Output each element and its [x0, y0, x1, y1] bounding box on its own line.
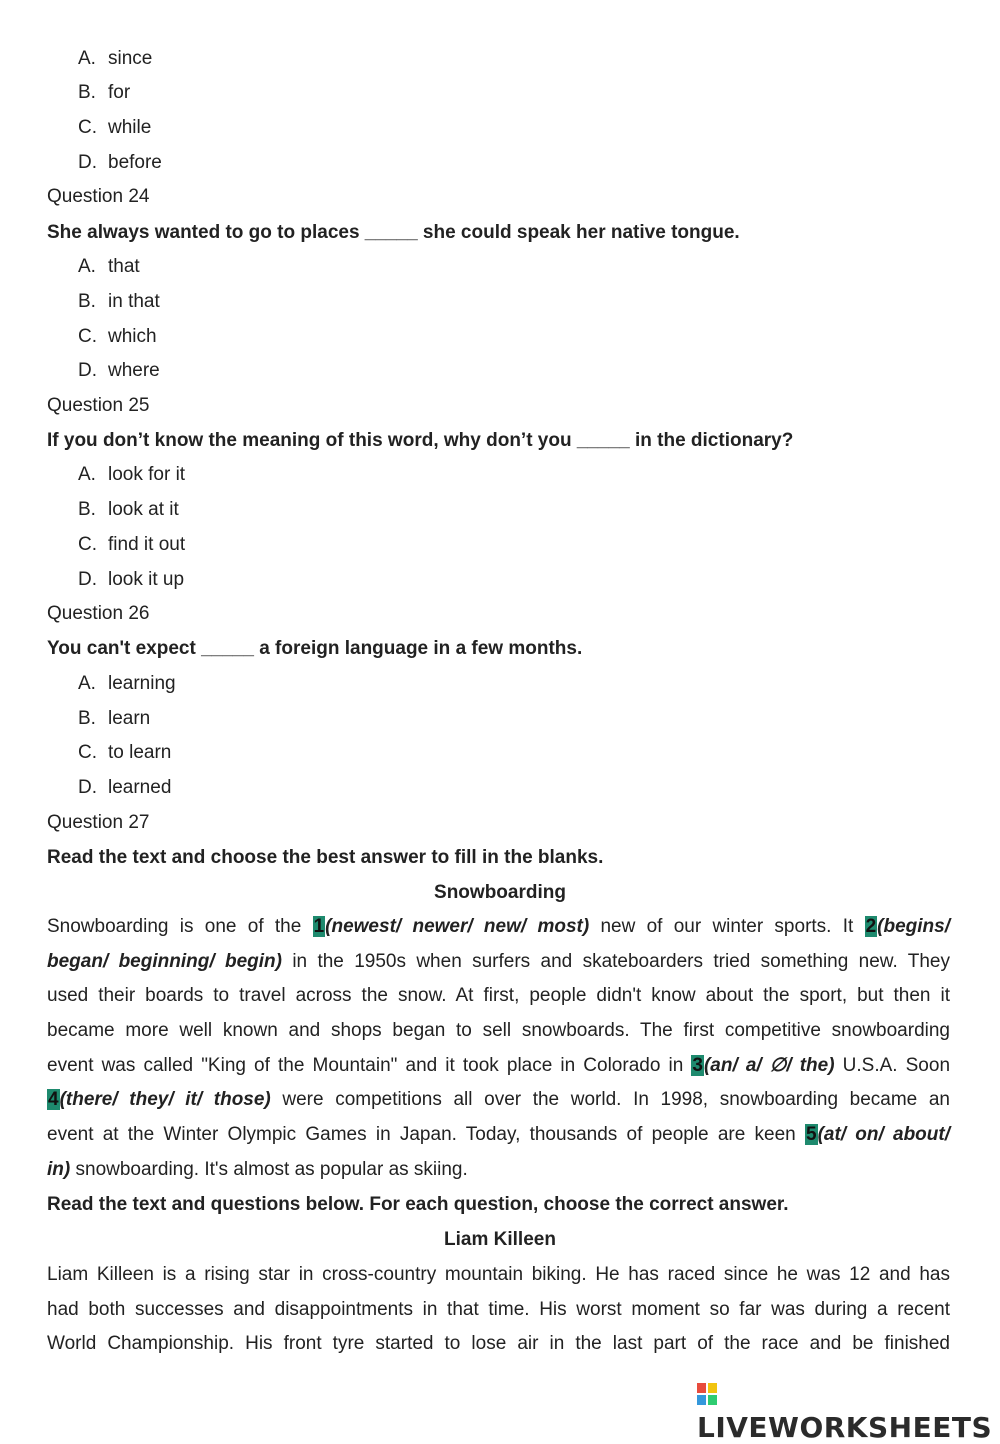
q26-option-b[interactable]: B. learn	[78, 708, 151, 729]
snowboarding-title: Snowboarding	[434, 882, 566, 903]
q23-option-a[interactable]: A. since	[78, 48, 153, 69]
q26-option-d[interactable]: D. learned	[78, 777, 172, 798]
passage-row: 4(there/ they/ it/ those) were competitions all over the world. In 1998, snowboarding became an	[48, 1089, 950, 1111]
q23-option-c[interactable]: C. while	[78, 117, 152, 138]
passage-row: became more well known and shops began to sell snowboards. The first competitive snowboarding	[47, 1020, 950, 1042]
blank-3-choices[interactable]: (an/ a/ ∅/ the)	[703, 1054, 835, 1076]
q24-option-d[interactable]: D. where	[78, 360, 160, 381]
passage-row: Liam Killeen is a rising star in cross-country mountain biking. He has raced since he was 12 and has	[47, 1264, 950, 1285]
q25-option-b[interactable]: B. look at it	[78, 499, 179, 520]
passage-row: used their boards to travel across the snow. At first, people didn't know about the sport, but then it	[47, 985, 950, 1007]
q25-option-c[interactable]: C. find it out	[78, 534, 186, 555]
q25-prompt: If you don’t know the meaning of this word, why don’t you _____ in the dictionary?	[47, 430, 794, 451]
snowboarding-passage	[47, 915, 950, 1193]
q24-prompt: She always wanted to go to places _____ she could speak her native tongue.	[47, 222, 740, 243]
blank-5-choices[interactable]: (at/ on/ about/	[817, 1124, 950, 1146]
q27-instruction: Read the text and choose the best answer to fill in the blanks.	[47, 847, 604, 868]
q23-option-b[interactable]: B. for	[78, 82, 131, 103]
passage-row: began/ beginning/ begin) in the 1950s when surfers and skateboarders tried something new. They	[47, 950, 950, 972]
q24-option-a[interactable]: A. that	[78, 256, 140, 277]
blank-number-4[interactable]: 4	[48, 1089, 59, 1111]
reading-instruction: Read the text and questions below. For each question, choose the correct answer.	[47, 1194, 789, 1215]
blank-number-1[interactable]: 1	[313, 916, 325, 937]
passage-row: had both successes and disappointments in that time. His worst moment so far was during a recent	[47, 1298, 950, 1320]
passage-row: in) snowboarding. It's almost as popular as skiing.	[47, 1158, 468, 1180]
q26-option-a[interactable]: A. learning	[78, 673, 176, 694]
blank-number-2[interactable]: 2	[865, 916, 877, 937]
blank-1-choices[interactable]: (newest/ newer/ new/ most)	[325, 916, 590, 937]
blank-2-choices[interactable]: (begins/	[877, 916, 950, 937]
passage-row: event was called "King of the Mountain" and it took place in Colorado in 3(an/ a/ ∅/ the) U.S.A. Soon	[47, 1054, 951, 1076]
q25-option-a[interactable]: A. look for it	[78, 464, 186, 485]
blank-number-3[interactable]: 3	[692, 1054, 703, 1076]
passage-row: event at the Winter Olympic Games in Japan. Today, thousands of people are keen 5(at/ on/ about/	[47, 1124, 950, 1146]
blank-2-choices-cont[interactable]: began/ beginning/ begin)	[47, 950, 282, 972]
q26-label: Question 26	[47, 603, 150, 624]
q23-option-d[interactable]: D. before	[78, 152, 162, 173]
q24-option-c[interactable]: C. which	[78, 326, 157, 347]
passage-row: World Championship. His front tyre started to lose air in the last part of the race and be finished	[47, 1333, 950, 1355]
blank-4-choices[interactable]: (there/ they/ it/ those)	[59, 1089, 271, 1111]
q26-prompt: You can't expect _____ a foreign language in a few months.	[47, 638, 583, 659]
q25-label: Question 25	[47, 395, 150, 416]
q27-label: Question 27	[47, 812, 150, 833]
blank-number-5[interactable]: 5	[805, 1124, 817, 1146]
q24-label: Question 24	[47, 186, 150, 207]
liam-killeen-passage	[47, 1263, 950, 1367]
q25-option-d[interactable]: D. look it up	[78, 569, 185, 590]
q26-option-c[interactable]: C. to learn	[78, 742, 172, 763]
passage-row: Snowboarding is one of the 1(newest/ newer/ new/ most) new of our winter sports. It 2(begins/	[47, 916, 950, 937]
liam-killeen-title: Liam Killeen	[444, 1229, 556, 1250]
liveworksheets-logo: LIVEWORKSHEETS	[697, 1378, 1000, 1444]
q24-option-b[interactable]: B. in that	[78, 291, 160, 312]
blank-5-choices-cont[interactable]: in)	[47, 1158, 71, 1180]
liveworksheets-logo-icon	[697, 1383, 719, 1407]
